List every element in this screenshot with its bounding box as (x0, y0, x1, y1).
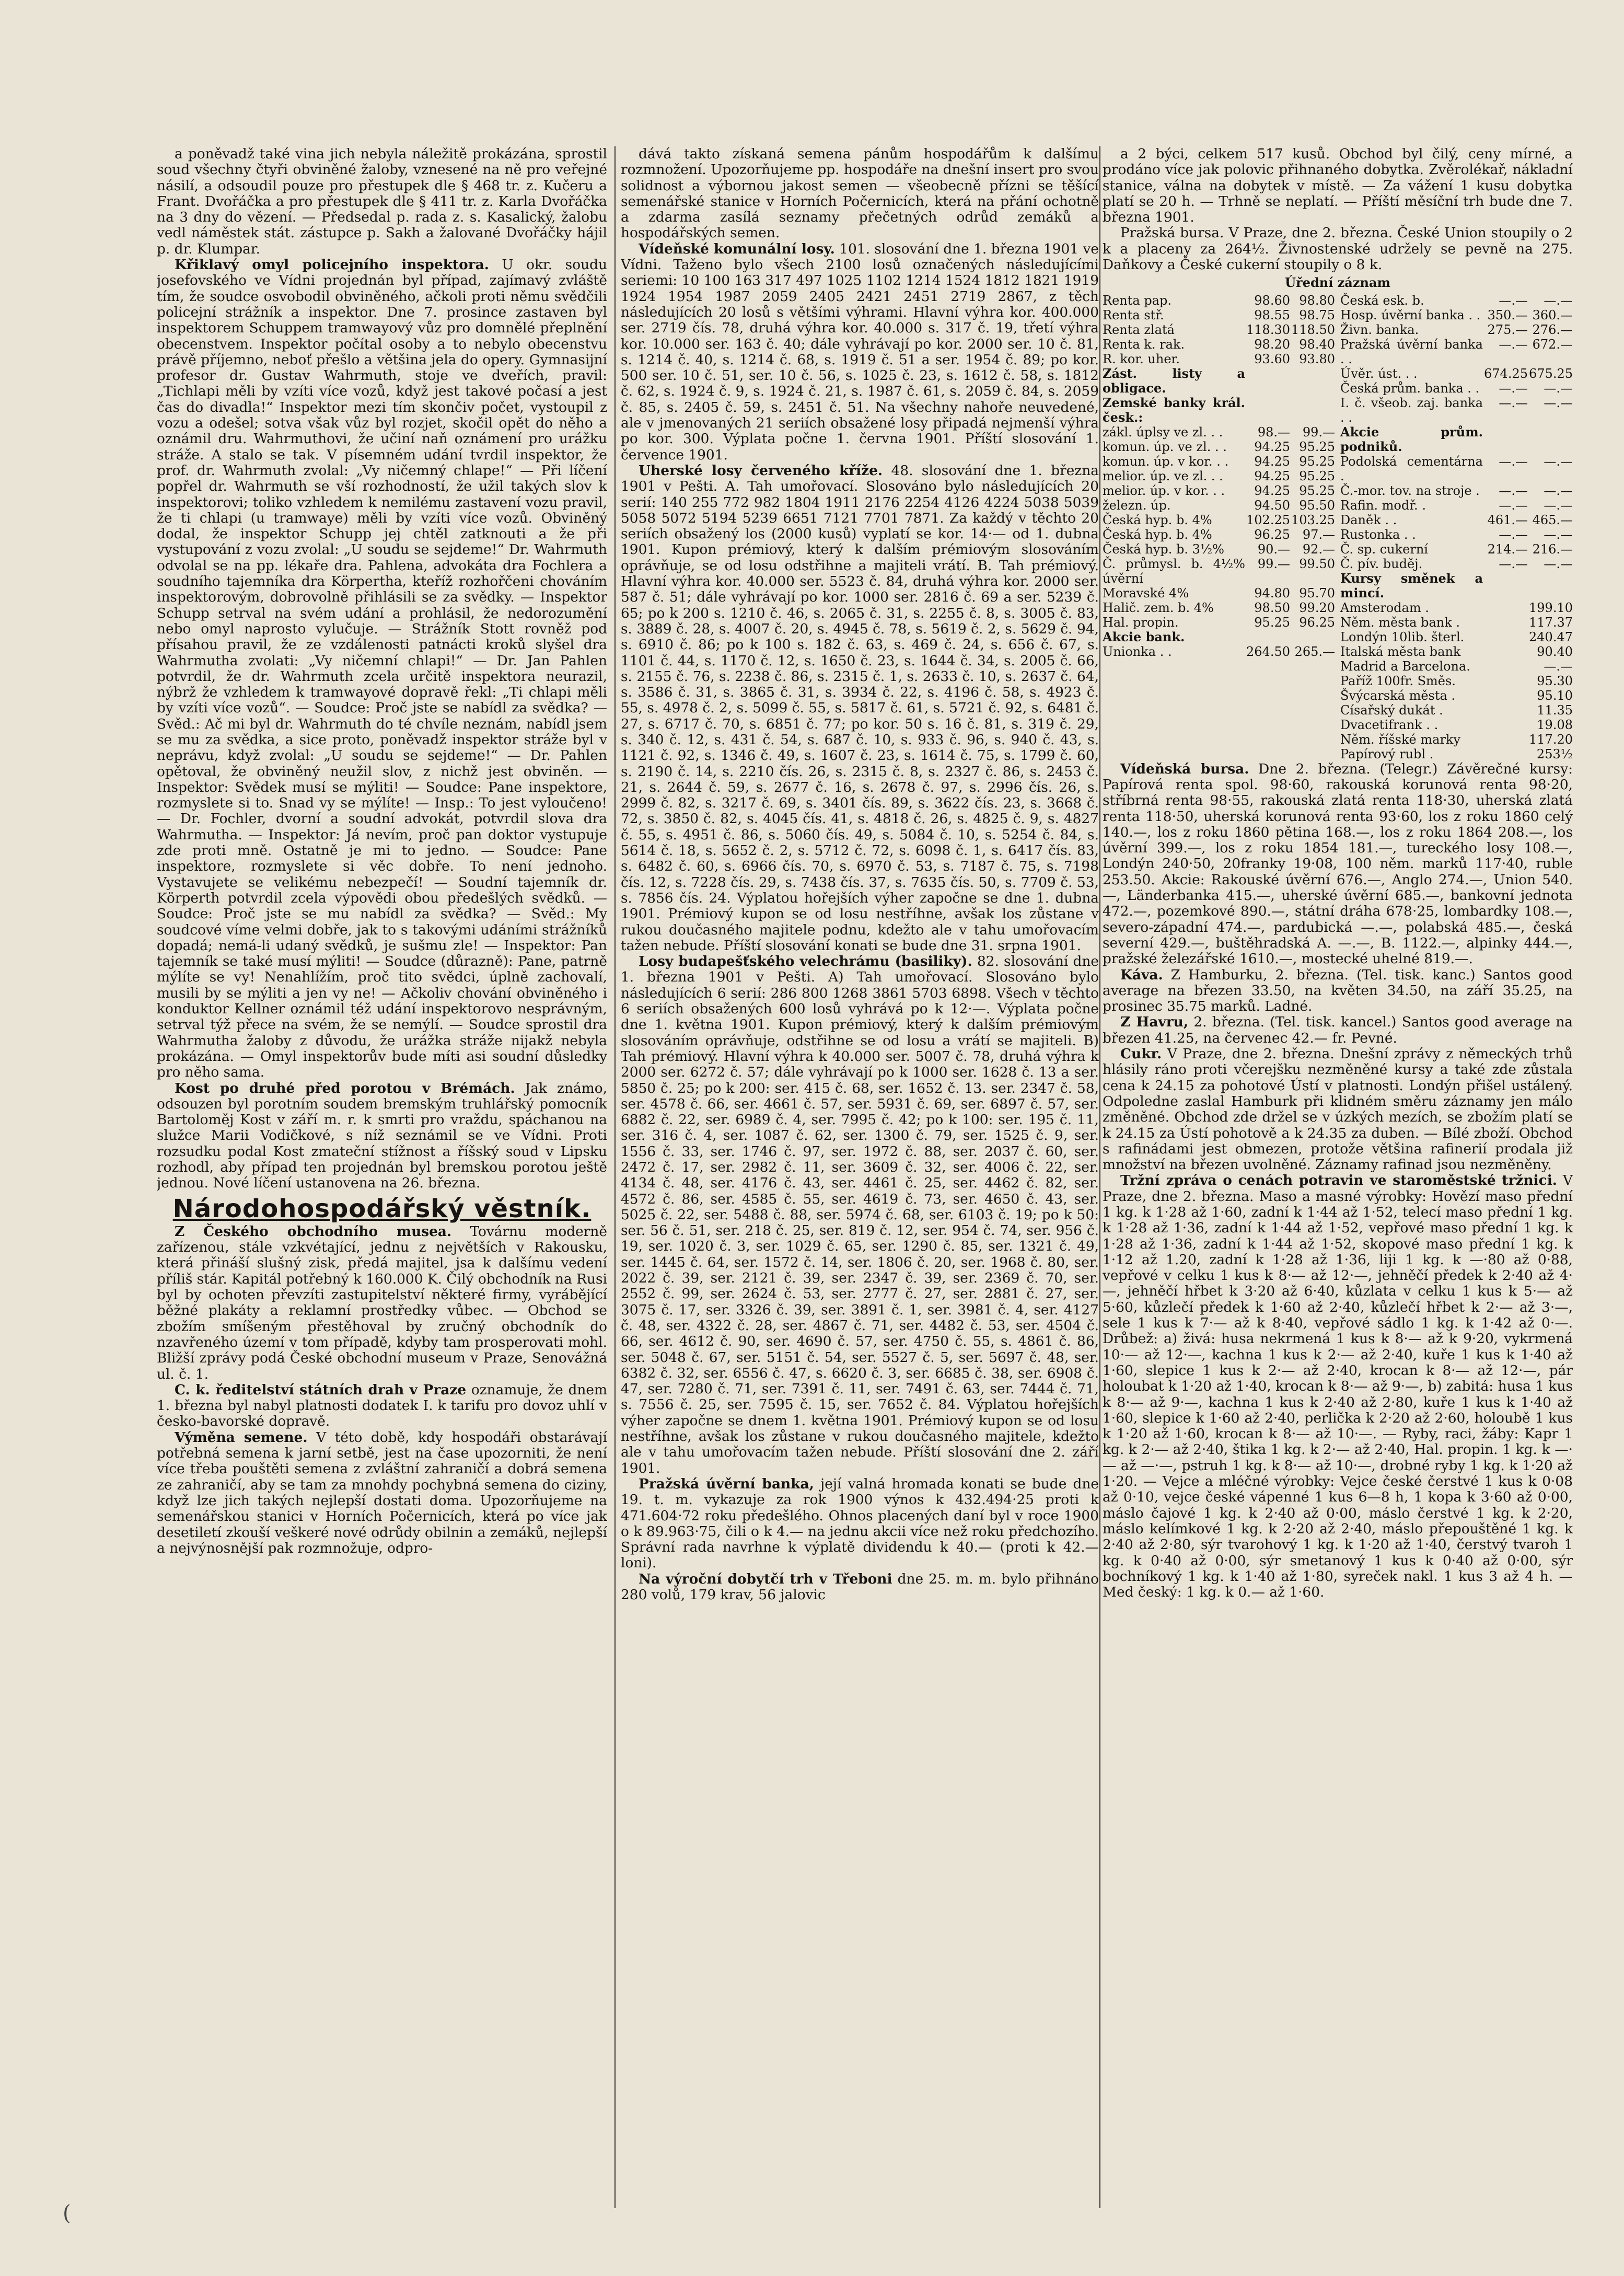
table-value: 99.20 (1299, 600, 1335, 615)
table-label: R. kor. uher. (1103, 351, 1180, 366)
table-label: Zemské banky král. česk.: (1103, 395, 1245, 425)
table-label: Č. pív. buděj. (1340, 556, 1423, 571)
table-value (1483, 718, 1528, 732)
table-row (1103, 498, 1335, 513)
article-paragraph (1103, 1046, 1573, 1173)
table-value (1483, 630, 1528, 644)
table-row (1340, 718, 1573, 732)
table-value: 98.20 (1254, 337, 1290, 352)
table-value: 99.— (1302, 424, 1335, 440)
table-value: 350.— (1487, 307, 1528, 322)
table-value: 95.10 (1537, 688, 1573, 703)
table-label: Podolská cementárna . (1340, 454, 1483, 483)
table-row (1103, 630, 1335, 644)
article-paragraph: Výměna semene. V této době, kdy hospodáři obstarávají potřebná semena k jarní setbě, jest na čase upozorniti, že není více třeba pouštěti semena z zvláštní zahraničí a dobrá semena ze zahraničí, aby se tam za mnohdy pochybná semena do ciziny, když lze jich takých nejlepší dostati doma. Upozorňujeme na semenářskou stanici v Horních Počernicích, která po více jak desetiletí zkouší veškeré nové odrůdy obilnin a zemáků, nejlepší a nejvýnosnější pak rozmnožuje, odpro- (157, 1429, 607, 1556)
table-value: 94.25 (1254, 439, 1290, 454)
table-value (1245, 396, 1290, 425)
table-value: 98.75 (1299, 307, 1335, 322)
table-value: —.— (1499, 498, 1528, 513)
table-label: Hosp. úvěrní banka . . (1340, 307, 1481, 322)
article-paragraph: a 2 býci, celkem 517 kusů. Obchod byl čilý, ceny mírné, a prodáno více jak polovic přihnaného dobytka. Zvěrolékař, nákladní stanice, válna na dobytek v místě. — Za vážení 1 kusu dobytka platí se 20 h. — Trhně se neplatí. — Příští měsíční trh bude dne 7. března 1901. (1103, 146, 1573, 226)
table-row (1340, 600, 1573, 615)
table-value: —.— (1544, 454, 1573, 469)
table-label: melior. úp. v kor. . . (1103, 483, 1225, 498)
article-text: V Praze, dne 2. března. Maso a masné výrobky: Hovězí maso přední 1 kg. k 1·28 až 1·60, zadní k 1·44 až 1·52, telecí maso přední 1 kg. k 1·28 až 1·36, zadní k 1·44 až 1·52, vepřové maso přední 1 kg. k 1·28 až 1·36, zadní k 1·44 až 1·52, skopové maso přední 1 kg. k 1·12 až 1.20, zadní k 1·28 až 1·36, liji 1 kg. k —·80 až 0·88, vepřové v celku 1 kus k 8·— až 12·—, jehněčí předek k 2·40 až 4·—, jehněčí hřbet k 3·20 až 6·40, kůzlata v celku 1 kus k 5·— až 5·60, kůzlečí předek k 1·60 až 2·40, kůzlečí hřbet k 2·— až 3·—, sele 1 kus k 7·— až k 8·40, vepřové sádlo 1 kg. k 1·42 až 0·—. Drůbež: a) živá: husa nekrmená 1 kus k 8·— až k 9·20, vykrmená 10·— až 12·—, kachna 1 kus k 2·— až 2·40, kuře 1 kus k 1·40 až 1·60, slepice 1 kus k 2·— až 2·40, krocan k 8·— až 12·—, pár holoubat k 1·20 až 1·40, krocan k 8·— až 9·—, b) zabitá: husa 1 kus k 8·— až 9·—, kachna 1 kus k 2·40 až 2·80, kuře 1 kus k 1·40 až 1·60, slepice k 1·60 až 2·40, perlička k 2·20 až 2·60, holoubě 1 kus k 1·20 až 1·60, krocan k 8·— až 10·—. — Ryby, raci, žáby: Kapr 1 kg. k 2·— až 2·40, štika 1 kg. k 2·— až 2·40, Hal. propin. 1 kg. k —·— až —·—, pstruh 1 kg. k 8·— až 10·—, drobné ryby 1 kg. k 1·20 až 1·20. — Vejce a mléčné výrobky: Vejce české čerstvé 1 kus k 0·08 až 0·10, vejce české vápenné 1 kus 6—8 h, 1 kopa k 3·60 až 0·00, máslo čajové 1 kg. k 2·40 až 0·00, máslo čerstvé 1 kg. k 2·20, máslo kelímkové 1 kg. k 2·20 až 2·40, máslo přepouštěné 1 kg. k 2·40 až 2·80, sýr tvarohový 1 kg. k 1·20 až 1·40, čerstvý tvaroh 1 kg. k 0·40 až 0·00, sýr smetanový 1 kus k 0·40 až 0·00, sýr bochníkový 1 kg. k 1·40 až 1·80, syreček nakl. 1 kus 3 až 4 h. — Med český: 1 kg. k 0.— až 1·60. (1103, 1172, 1573, 1601)
table-value: —.— (1499, 380, 1528, 396)
table-label: Živn. banka. (1340, 322, 1419, 337)
table-value: —.— (1499, 483, 1528, 498)
table-row (1340, 703, 1573, 718)
table-value: —.— (1544, 293, 1573, 308)
table-label: Úvěr. úst. . . (1340, 366, 1418, 381)
table-value (1483, 425, 1528, 454)
table-value: 94.25 (1254, 468, 1290, 483)
table-row (1340, 498, 1573, 513)
table-value: 19.08 (1537, 717, 1573, 732)
table-value: —.— (1544, 556, 1573, 571)
table-value: 98.60 (1254, 293, 1290, 308)
margin-mark: ( (63, 2201, 71, 2225)
article-paragraph: Na výroční dobytčí trh v Třeboni dne 25. m. m. bylo přihnáno 280 volů, 179 krav, 56 jalovic (621, 1570, 1099, 1603)
article-paragraph: Kost po druhé před porotou v Brémách. Jak známo, odsouzen byl porotním soudem bremským truhlářský pomocník Bartoloměj Kost v září m. r. k smrti pro vraždu, spáchanou na služce Marii Vodičkové, s níž seznámil se ve Vídni. Proti rozsudku podal Kost zmateční stížnost a říšský soud v Lipsku rozhodl, aby případ ten projednán byl bremskou porotou ještě jednou. Nové líčení ustanovena na 26. března. (157, 1080, 607, 1192)
table-row (1340, 425, 1573, 454)
table-row (1340, 644, 1573, 659)
article-paragraph: a poněvadž také vina jich nebyla náležitě prokázána, sprostil soud všechny čtyři obviněné žaloby, vznesené na ně pro veřejné násilí, a odsoudil pouze pro přestupek dle § 468 tr. z. Kučeru a Frant. Dvořáčka a pro přestupek dle § 411 tr. z. Karla Dvořáčka na 3 dny do vězení. — Předsedal p. rada z. s. Kasalický, žalobu vedl náměstek stát. zástupce p. Sakh a žalované Dvořáčky hájil p. dr. Klumpar. (157, 146, 607, 257)
table-value: —.— (1499, 337, 1528, 352)
table-value (1245, 630, 1290, 644)
table-row (1103, 644, 1335, 659)
table-label: Dvacetifrank . . (1340, 717, 1439, 732)
table-label: Č. průmysl. b. 4½% úvěrní (1103, 556, 1245, 586)
table-value: 264.50 (1246, 644, 1290, 659)
table-value: 94.25 (1254, 483, 1290, 498)
table-value: —.— (1544, 483, 1573, 498)
article-heading: Cukr. (1120, 1046, 1162, 1062)
table-label: Kursy směnek a mincí. (1340, 570, 1483, 600)
table-label: komun. úp. ve zl. . . (1103, 439, 1227, 454)
table-label: Moravské 4% (1103, 585, 1189, 600)
table-value: 95.25 (1299, 468, 1335, 483)
table-value: 465.— (1532, 512, 1573, 527)
table-label: Daněk . . (1340, 512, 1397, 527)
table-row (1340, 483, 1573, 498)
article-paragraph: dává takto získaná semena pánům hospodářům k dalšímu rozmnožení. Upozorňujeme pp. hospodáře na dnešní insert pro svou solidnost a výbornou jakost semen — všeobecně přízni se těšící semenářské stanice v Horních Počernicích, která na přání ochotně a zdarma zasílá seznamy přečetných odrůd zemáků a hospodářských semen. (621, 146, 1099, 241)
table-label: Renta zlatá (1103, 322, 1175, 337)
article-paragraph: Pražská úvěrní banka, její valná hromada konati se bude dne 19. t. m. vykazuje za rok 1900 výnos k 432.494·25 proti k 471.604·72 roku předešlého. Ohnos placených daní byl v roce 1900 o k 89.963·75, čili o k 4.— na jednu akcii více než roku předchozího. Správní rada navrhne k výplatě dividendu k 40.— (proti k 42.— loni). (621, 1475, 1099, 1572)
table-value: —.— (1544, 380, 1573, 396)
table-label: I. č. všeob. zaj. banka . . (1340, 395, 1483, 425)
table-label: Něm. města bank . (1340, 615, 1460, 630)
table-row (1340, 337, 1573, 366)
table-heading: Úřední záznam (1285, 275, 1390, 291)
table-row (1340, 396, 1573, 425)
table-label: Renta stř. (1103, 307, 1164, 322)
table-value: —.— (1544, 395, 1573, 410)
table-value: 90.40 (1537, 644, 1573, 659)
exchange-table (1103, 293, 1573, 761)
table-value: 674.25 (1484, 366, 1528, 381)
table-row (1340, 381, 1573, 396)
table-row (1340, 454, 1573, 483)
table-label: Císařský dukát . (1340, 702, 1443, 718)
table-label: Paříž 100fr. Směs. (1340, 673, 1456, 688)
article-text: 2. března. (Tel. tisk. kancel.) Santos good average na březen 41.25, na červenec 42.— fr. Pevné. (1103, 1014, 1573, 1046)
exchange-table-right (1340, 293, 1573, 761)
table-value: —.— (1499, 527, 1528, 542)
article-paragraph: C. k. ředitelství státních drah v Praze oznamuje, že dnem 1. března byl nabyl platnosti dodatek I. k tarifu pro dovoz uhlí v česko-bavorské dopravě. (157, 1381, 607, 1430)
table-value: 98.40 (1299, 337, 1335, 352)
table-value: 93.80 (1299, 351, 1335, 366)
table-value (1483, 571, 1528, 600)
table-value: 276.— (1532, 322, 1573, 337)
table-value: 118.30 (1246, 322, 1290, 337)
article-paragraph: Uherské losy červeného kříže. 48. slosování dne 1. března 1901 v Pešti. A. Tah umořovací. Slosováno bylo následujících 20 serií: 140 255 772 982 1804 1911 2176 2254 4126 4224 5038 5039 5058 5072 5194 5239 6651 7121 7701 7871. Za každý v těchto 20 seriích obsažený los (2000 kusů) vyplatí se kor. 14·— od 1. dubna 1901. Kupon prémiový, který k dalším prémiovým slosováním oprávňuje, se od losu odstřihne a majiteli vrátí. B. Tah prémiový. Hlavní výhra kor. 40.000 ser. 5523 č. 84, druhá výhra kor. 2000 ser. 587 č. 51; dále vyhrávají po kor. 1000 ser. 2816 č. 69 a ser. 5239 č. 65; po k 200 s. 1210 č. 46, s. 2065 č. 31, s. 2255 č. 8, s. 3005 č. 83, s. 3889 č. 28, s. 4007 č. 20, s. 4945 č. 78, s. 5619 č. 2, s. 5629 č. 94, s. 6910 č. 86; po k 100 s. 182 č. 63, s. 469 č. 24, s. 656 č. 67, s. 1101 č. 44, s. 1170 č. 12, s. 1650 č. 23, s. 1644 č. 34, s. 2005 č. 66, s. 2155 č. 76, s. 2238 č. 86, s. 2315 č. 1, s. 2633 č. 10, s. 2637 č. 64, s. 3586 č. 31, s. 3865 č. 31, s. 3934 č. 22, s. 4196 č. 58, s. 4923 č. 55, s. 4978 č. 2, s. 5099 č. 55, s. 5817 č. 61, s. 5721 č. 92, s. 6481 č. 27, s. 6717 č. 70, s. 6851 č. 77; po kor. 50 s. 16 č. 81, s. 319 č. 29, s. 340 č. 12, s. 431 č. 54, s. 687 č. 10, s. 933 č. 96, s. 940 č. 43, s. 1121 č. 92, s. 1346 č. 49, s. 1607 č. 23, s. 1614 č. 75, s. 1799 č. 60, s. 2190 č. 14, s. 2210 čís. 26, s. 2315 č. 8, s. 2327 č. 86, s. 2453 č. 21, s. 2644 č. 59, s. 2677 č. 16, s. 2678 č. 97, s. 2996 čís. 26, s. 2999 č. 82, s. 3217 č. 69, s. 3401 čís. 89, s. 3622 čís. 23, s. 3668 č. 72, s. 3850 č. 82, s. 4045 čís. 41, s. 4818 č. 26, s. 4825 č. 9, s. 4827 č. 55, s. 4951 č. 86, s. 5060 čís. 49, s. 5084 č. 10, s. 5254 č. 84, s. 5614 č. 18, s. 5652 č. 2, s. 5712 č. 72, s. 6098 č. 1, s. 6417 čís. 83, s. 6482 č. 60, s. 6966 čís. 70, s. 6970 č. 53, s. 7187 č. 75, s. 7198 čís. 12, s. 7228 čís. 29, s. 7438 čís. 37, s. 7635 čís. 50, s. 7709 č. 53, s. 7856 čís. 24. Výplatou hořejších výher započne se dne 1. dubna 1901. Prémiový kupon se od losu nestříhne, avšak los zůstane v rukou doučasného majitele podnu, kdežto ale v tahu umořovacím tažen nebude. Příští slosování konati se bude dne 31. srpna 1901. (621, 462, 1099, 954)
table-value: —.— (1544, 498, 1573, 513)
table-value: 94.25 (1254, 454, 1290, 469)
table-row (1340, 293, 1573, 308)
table-label: Česká hyp. b. 4% (1103, 512, 1212, 527)
table-value: 240.47 (1529, 629, 1573, 644)
table-value: 95.25 (1299, 439, 1335, 454)
table-row (1340, 615, 1573, 630)
table-row (1340, 747, 1573, 761)
table-row (1103, 454, 1335, 469)
table-value: 102.25 (1246, 512, 1290, 527)
article-paragraph (1103, 1014, 1573, 1046)
table-value: 214.— (1487, 541, 1528, 557)
table-row (1103, 352, 1335, 366)
table-value: 275.— (1487, 322, 1528, 337)
article-paragraph: Z Českého obchodního musea. Továrnu moderně zařízenou, stále vzkvétající, jednu z největších v Rakousku, která přináší slušný zisk, předá majitel, jsa k dalšímu vedení příliš stár. Kapitál potřebný k 160.000 K. Čilý obchodník na Rusi byl by ochoten převzíti zastupitelství některé firmy, vyrábějící běžné plakáty a reklamní prostředky vůbec. — Obchod se zbožím smíšeným přestěhoval by zručný obchodník do nzavřeného území v tom případě, kdyby tam prosperovati mohl. Bližší zprávy podá České obchodní museum v Praze, Senovážná ul. č. 1. (157, 1223, 607, 1382)
table-label: Akcie prům. podniků. (1340, 424, 1483, 454)
table-value: 98.50 (1254, 600, 1290, 615)
table-row (1103, 396, 1335, 425)
table-value (1483, 747, 1528, 761)
table-value: 95.25 (1254, 615, 1290, 630)
table-value: 95.25 (1299, 454, 1335, 469)
table-label: Č.-mor. tov. na stroje . (1340, 483, 1480, 498)
table-value: 11.35 (1537, 702, 1573, 718)
table-value: 98.80 (1299, 293, 1335, 308)
table-row (1340, 674, 1573, 688)
table-label: Italská města bank (1340, 644, 1461, 659)
table-label: Papírový rubl . (1340, 746, 1434, 761)
table-value: 94.80 (1254, 585, 1290, 600)
table-value (1290, 366, 1335, 396)
table-value (1528, 425, 1573, 454)
table-value: 95.25 (1299, 483, 1335, 498)
table-row (1340, 366, 1573, 381)
table-value (1483, 600, 1528, 615)
table-row (1340, 630, 1573, 644)
table-label: melior. úp. ve zl. . . (1103, 468, 1223, 483)
table-value: 117.20 (1529, 732, 1573, 747)
table-row (1103, 542, 1335, 557)
table-value: —.— (1499, 293, 1528, 308)
article-heading: Tržní zpráva o cenách potravin ve staroměstské tržnici. (1120, 1172, 1557, 1189)
table-value: 92.— (1302, 541, 1335, 557)
table-row (1340, 571, 1573, 600)
table-row (1103, 557, 1335, 586)
table-label: Č. sp. cukerní (1340, 541, 1428, 557)
table-label: Zást. listy a obligace. (1103, 365, 1245, 396)
article-paragraph: Pražská bursa. V Praze, dne 2. března. České Union stoupily o 2 k a placeny za 264½. Živnostenské udržely se pevně na 275. Daňkovy a České cukerní stoupily o 8 k. (1103, 225, 1573, 273)
table-value (1245, 366, 1290, 396)
table-value: 117.37 (1529, 615, 1573, 630)
table-label: zákl. úplsy ve zl. . . (1103, 424, 1223, 440)
table-label: Londýn 10lib. šterl. (1340, 629, 1465, 644)
table-label: Něm. říšské marky (1340, 732, 1461, 747)
table-row (1103, 337, 1335, 352)
table-value: —.— (1499, 454, 1528, 469)
table-value: 199.10 (1529, 600, 1573, 615)
table-label: Česká hyp. b. 3½% (1103, 541, 1224, 557)
article-heading: Z Havru, (1120, 1014, 1189, 1031)
article-text: Z Hamburku, 2. března. (Tel. tisk. kanc.) Santos good average na březen 33.50, na květen 34.50, na září 35.25, na prosinec 35.75 marků. Ladné. (1103, 966, 1573, 1015)
table-label: Halič. zem. b. 4% (1103, 600, 1214, 615)
article-paragraph (1103, 761, 1573, 967)
table-row (1103, 366, 1335, 396)
table-label: Akcie bank. (1103, 629, 1185, 644)
table-value: 672.— (1532, 337, 1573, 352)
table-row (1103, 586, 1335, 600)
table-value: 99.50 (1299, 556, 1335, 571)
table-label: Hal. propin. (1103, 615, 1179, 630)
section-heading: Národohospodářský věstník. (172, 1194, 591, 1223)
column-middle (621, 146, 1099, 2208)
article-paragraph: Losy budapešťského velechrámu (basiliky). 82. slosování dne 1. března 1901 v Pešti. A) Tah umořovací. Slosováno bylo následujících 6 serií: 286 800 1268 3861 5703 6898. Všech v těchto 6 seriích obsažených 600 losů vyhrává po k 12·—. Výplata počne dne 1. května 1901. Kupon prémiový, který k dalším prémiovým slosováním oprávňuje, odstřihne se od losu a vrátí se majiteli. B) Tah prémiový. Hlavní výhra k 40.000 ser. 5007 č. 78, druhá výhra k 2000 ser. 6272 č. 57; dále vyhrávají po k 1000 ser. 1628 č. 13 a ser. 5850 č. 25; po k 200: ser. 415 č. 68, ser. 1652 č. 13. ser. 2347 č. 58, ser. 4578 č. 66, ser. 4661 č. 57, ser. 5931 č. 69, ser. 6897 č. 57, ser. 6882 č. 22, ser. 6989 č. 4, ser. 7995 č. 42; po k 100: ser. 195 č. 11, ser. 316 č. 4, ser. 1087 č. 62, ser. 1300 č. 79, ser. 1525 č. 9, ser. 1556 č. 33, ser. 1746 č. 97, ser. 1972 č. 88, ser. 2037 č. 60, ser. 2472 č. 17, ser. 2982 č. 11, ser. 3609 č. 32, ser. 4006 č. 22, ser. 4134 č. 48, ser. 4176 č. 43, ser. 4461 č. 25, ser. 4462 č. 82, ser. 4572 č. 86, ser. 4585 č. 55, ser. 4619 č. 73, ser. 4650 č. 43, ser. 5025 č. 22, ser. 5488 č. 88, ser. 5974 č. 68, ser. 6103 č. 19; po k 50: ser. 56 č. 51, ser. 218 č. 25, ser. 819 č. 12, ser. 954 č. 74, ser. 956 č. 19, ser. 1020 č. 3, ser. 1029 č. 65, ser. 1290 č. 85, ser. 1321 č. 49, ser. 1445 č. 64, ser. 1572 č. 14, ser. 1806 č. 20, ser. 1968 č. 80, ser. 2022 č. 39, ser. 2121 č. 39, ser. 2347 č. 39, ser. 2369 č. 70, ser. 2552 č. 99, ser. 2624 č. 53, ser. 2777 č. 27, ser. 2881 č. 27, ser. 3075 č. 17, ser. 3326 č. 39, ser. 3891 č. 1, ser. 3981 č. 4, ser. 4127 č. 48, ser. 4322 č. 28, ser. 4867 č. 71, ser. 4482 č. 53, ser. 4504 č. 66, ser. 4612 č. 90, ser. 4690 č. 57, ser. 4750 č. 55, s. 4861 č. 86, ser. 5048 č. 67, ser. 5151 č. 54, ser. 5527 č. 5, ser. 5697 č. 48, ser. 6382 č. 32, ser. 6556 č. 47, s. 6620 č. 3, ser. 6685 č. 38, ser. 6908 č. 47, ser. 7280 č. 71, ser. 7391 č. 11, ser. 7491 č. 63, ser. 7444 č. 71, s. 7556 č. 25, ser. 7595 č. 15, ser. 7652 č. 84. Výplatou hořejších výher započne se dnem 1. května 1901. Prémiový kupon se od losu nestříhne, avšak los zůstane v rukou doučasného majitele, kdežto ale v tahu umořovacím tažen nebude. Příští slosování dne 2. září 1901. (621, 953, 1099, 1476)
article-heading: Káva. (1120, 966, 1163, 983)
table-value: —.— (1499, 556, 1528, 571)
table-row (1103, 483, 1335, 498)
table-value (1483, 644, 1528, 659)
table-value (1483, 732, 1528, 747)
table-row (1340, 527, 1573, 542)
table-value: 93.60 (1254, 351, 1290, 366)
table-row (1103, 322, 1335, 337)
table-label: komun. úp. v kor. . . (1103, 454, 1229, 469)
table-row (1340, 688, 1573, 703)
table-row (1103, 293, 1335, 308)
table-label: Česká prům. banka . . (1340, 380, 1480, 396)
article-paragraph (1103, 967, 1573, 1015)
table-row (1340, 513, 1573, 527)
column-rule (614, 146, 616, 2208)
table-value: 98.— (1257, 424, 1290, 440)
table-row (1103, 513, 1335, 527)
table-value: 95.70 (1299, 585, 1335, 600)
table-value: 99.— (1257, 556, 1290, 571)
table-value: 95.50 (1299, 498, 1335, 513)
table-label: Madrid a Barcelona. (1340, 658, 1470, 674)
table-row (1103, 469, 1335, 483)
table-row (1103, 308, 1335, 322)
column-right-articles (1103, 761, 1573, 1601)
table-value (1483, 688, 1528, 703)
article-paragraph: Vídeňské komunální losy. 101. slosování dne 1. března 1901 ve Vídni. Taženo bylo všech 2100 losů označených následujícími seriemi: 10 100 163 317 497 1025 1102 1214 1524 1812 1821 1919 1924 1954 1987 2059 2405 2421 2451 2719 2867, z těch následujících 20 losů s většími výhrami. Hlavní výhra kor. 400.000 ser. 2719 čís. 78, druhá výhra kor. 40.000 s. 317 č. 19, třetí výhra kor. 10.000 ser. 163 č. 40; dále vyhrávají po kor. 2000 ser. 10 č. 81, s. 1214 č. 40, s. 1214 č. 68, s. 1919 č. 51 a ser. 1954 č. 89; po kor. 500 ser. 10 č. 51, ser. 10 č. 56, s. 1025 č. 23, s. 1612 č. 58, s. 1812 č. 62, s. 1924 č. 9, s. 1924 č. 21, s. 1987 č. 61, s. 2059 č. 84, s. 2059 č. 85, s. 2405 č. 59, s. 2451 č. 51. Na všechny nahoře neuvedené, ale v jmenovaných 21 seriích obsažené losy připadá nejmenší výhra po kor. 300. Výplata počne 1. června 1901. Příští slosování 1. července 1901. (621, 240, 1099, 463)
table-value: 90.— (1257, 541, 1290, 557)
column-left (157, 146, 607, 2208)
table-label: Česká esk. b. (1340, 293, 1424, 308)
table-value: 95.30 (1537, 673, 1573, 688)
table-row (1340, 322, 1573, 337)
table-value (1483, 615, 1528, 630)
column-rule (1099, 146, 1100, 2208)
table-label: Renta k. rak. (1103, 337, 1185, 352)
table-label: Česká hyp. b. 4% (1103, 527, 1212, 542)
table-value: 97.— (1302, 527, 1335, 542)
table-value (1483, 703, 1528, 718)
table-label: Unionka . . (1103, 644, 1172, 659)
table-value (1483, 674, 1528, 688)
article-heading: Vídeňská bursa. (1120, 760, 1249, 777)
table-value: —.— (1499, 395, 1528, 410)
table-value: —.— (1544, 527, 1573, 542)
table-value: 96.25 (1254, 527, 1290, 542)
table-row (1103, 425, 1335, 440)
exchange-table-left (1103, 293, 1335, 761)
table-label: Renta pap. (1103, 293, 1171, 308)
article-text: Dne 2. března. (Telegr.) Závěrečné kursy: Papírová renta spol. 98·60, rakouská korunová renta 98·20, stříbrná renta 98·55, rakouská zlatá renta 118·30, uherská zlatá renta 118·50, uherská korunová renta 93·60, los z roku 1860 celý 140.—, los z roku 1860 pětina 168.—, los z roku 1864 208.—, los úvěrní 399.—, los z roku 1854 181.—, tureckého losy 108.—, Londýn 240·50, 20franky 19·08, 100 něm. marků 117·40, ruble 253.50. Akcie: Rakouské úvěrní 676.—, Anglo 274.—, Union 540.—, Länderbanka 415.—, uherské úvěrní 685.—, bankovní jednota 472.—, pozemkové 890.—, státní dráha 678·25, lombardky 108.—, severo-západní 474.—, pardubická —.—, polabská 485.—, česká severní 429.—, buštěhradská A. —.—, B. 1122.—, alpinky 444.—, pražské železářské 1610.—, mostecké uhelné 819.—. (1103, 760, 1573, 967)
table-value: 461.— (1487, 512, 1528, 527)
table-value: 265.— (1294, 644, 1335, 659)
table-value: 675.25 (1529, 366, 1573, 381)
column-right (1103, 146, 1573, 2208)
table-value (1483, 659, 1528, 674)
table-row (1340, 659, 1573, 674)
table-value: 253½ (1536, 746, 1573, 761)
table-value: 360.— (1532, 307, 1573, 322)
table-row (1103, 527, 1335, 542)
table-label: Švýcarská města . (1340, 688, 1456, 703)
table-value: 216.— (1532, 541, 1573, 557)
table-row (1340, 557, 1573, 571)
table-value: 118.50 (1291, 322, 1335, 337)
table-value: 103.25 (1291, 512, 1335, 527)
table-label: železn. úp. (1103, 498, 1171, 513)
table-row (1340, 732, 1573, 747)
article-paragraph (1103, 1173, 1573, 1600)
article-paragraph: Křiklavý omyl policejního inspektora. U okr. soudu josefovského ve Vídni projednán byl případ, zajímavý zvláště tím, že soudce osvobodil obviněného, ačkoli proti němu svědčili policejní strážník a inspektor. Dne 7. prosince zastaven byl inspektorem Schuppem tramwayový vůz pro domnělé přeplnění obecenstvem. Inspektor počítal osoby a to nebylo obecenstvu právě příjemno, neboť přešlo a většina jela do opery. Gymnasijní profesor dr. Gustav Wahrmuth, stoje ve dveřích, pravil: „Tichlapi měli by vzíti více vozů, když jest takové počasí a jest čas do divadla!“ Inspektor mezi tím skončiv počet, vystoupil z vozu a odešel; sotva však vůz byl rozjet, skočil opět do něho a oznámil dru. Wahrmuthovi, že učiní naň oznámení pro urážku stráže. A stalo se tak. V písemném udání tvrdil inspektor, že prof. dr. Wahrmuth zvolal: „Vy ničemný chlape!“ — Při líčení popřel dr. Wahrmuth se vší rozhodností, že užil takých slov k inspektorovi; toliko vzhledem k nemilému zastavení vozu pravil, že ti chlapi (u tramwaye) měli by vzíti více vozů. Obviněný dodal, že inspektor Schupp jej chtěl zatknouti a že při vystupování z vozu zvolal: „U soudu se sejdeme!“ Dr. Wahrmuth odvolal se na pp. lékaře dra. Pahlena, advokáta dra Fochlera a soudního tajemníka dra Körpertha, kteříž rozhořčeni chováním inspektorovým, dobrovolně přihlásili se za svědky. — Inspektor Schupp setrval na svém udání a prohlásil, že nedorozumění nebo omyl naprosto vylučuje. — Strážník Stott rovněž pod přísahou pravil, že ze vzdálenosti patnácti kroků slyšel dra Wahrmutha zvolati: „Vy ničemní chlapi!“ — Dr. Jan Pahlen potvrdil, že dr. Wahrmuth zcela určitě inspektora neurazil, nýbrž že vzhledem k tramwayové dopravě řekl: „Ti chlapi měli by vzíti více vozů“. — Soudce: Proč jste se nabídl za svědka? — Svěd.: Ač mi byl dr. Wahrmuth do té chvíle neznám, nabídl jsem se mu za svědka, a sice proto, poněvadž inspektor stráže byl v neprávu, když zvolal: „U soudu se sejdeme!“ — Dr. Pahlen opětoval, že obviněný neužil slov, z nichž jest obviněn. — Inspektor: Svědek musí se mýliti! — Soudce: Pane inspektore, rozmyslete si to. Snad vy se mýlíte! — Insp.: To jest vyloučeno! — Dr. Fochler, dvorní a soudní advokát, potvrdil slova dra Wahrmutha. — Inspektor: Já nevím, proč pan doktor vystupuje zde proti mně. Ostatně je mi to jedno. — Soudce: Pane inspektore, rozmyslete si věc dobře. To není jednoho. Vystavujete se velikému nebezpečí! — Soudní tajemník dr. Körperth potvrdil zcela výpovědi obou předešlých svědků. — Soudce: Proč jste se mu nabídl za svědka? — Svěd.: My soudcové víme velmi dobře, jak to s takovými udáními strážníků dopadá; nemá-li udaný svědků, je sušmu zle! — Inspektor: Pan tajemník se také musí mýliti! — Soudce (důrazně): Pane, patrně mýlíte se vy! Nenahlížím, proč tito svědci, úplně zachovalí, musili by se mýliti a jen vy ne! — Ačkoliv chování obviněného i konduktor Kellner oznámil též udání inspektorovo nesprávným, setrval týž přece na svém, že se nemýlí. — Soudce sprostil dra Wahrmutha žaloby z důvodu, že urážka stráže nijakž nebyla prokázána. — Omyl inspektorův bude míti asi soudní důsledky pro něho sama. (157, 257, 607, 1081)
table-row (1103, 615, 1335, 630)
table-value: 94.50 (1254, 498, 1290, 513)
article-text: V Praze, dne 2. března. Dnešní zprávy z německých trhů hlásily ráno proti včerejšku nezměněné kursy a také zde zůstala cena k 24.15 za pohotové Ústí v platnosti. Londýn přišel ustálený. Odpoledne zaslal Hamburk při klidném směru záznamy jen málo změněné. Obchod zde držel se v úzkých mezích, se zbožím platí se k 24.15 za Ústí pohotově a k 24.35 za duben. — Bílé zboží. Obchod s rafinádami jest obmezen, protože většina rafinerií prodala již množství na březen uvolněné. Záznamy rafinad jsou nezměněny. (1103, 1046, 1573, 1173)
table-row (1103, 600, 1335, 615)
table-row (1340, 542, 1573, 557)
table-label: Rafin. modř. . (1340, 498, 1426, 513)
table-value: 98.55 (1254, 307, 1290, 322)
table-row (1103, 440, 1335, 454)
table-value: 96.25 (1299, 615, 1335, 630)
table-label: Amsterodam . (1340, 600, 1429, 615)
table-label: Rustonka . . (1340, 527, 1416, 542)
table-label: Pražská úvěrní banka . . (1340, 337, 1483, 366)
table-value: —.— (1544, 658, 1573, 674)
table-value (1528, 571, 1573, 600)
table-value (1290, 396, 1335, 425)
table-value (1290, 630, 1335, 644)
table-row (1340, 308, 1573, 322)
